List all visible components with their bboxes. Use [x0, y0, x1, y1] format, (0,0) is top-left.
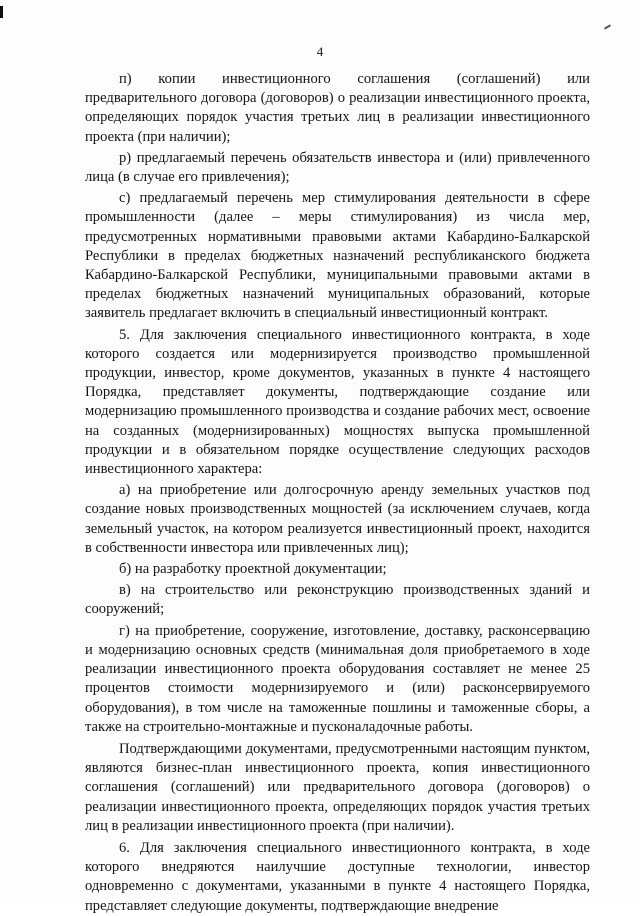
paragraph-supporting-documents: Подтверждающими документами, предусмотренными настоящим пунктом, являются бизнес-план инвестиционного проекта, копия инвестиционного соглашения (соглашений) или предварительного договора (договоров) о реализации инвестиционного проекта, определяющих порядок участия третьих лиц в реализации инвестиционного проекта (при наличии).	[85, 740, 590, 834]
paragraph-item-p: п) копии инвестиционного соглашения (соглашений) или предварительного договора (договоров) о реализации инвестиционного проекта, определяющих порядок участия третьих лиц в реализации инвестиционного проекта (при наличии);	[85, 71, 590, 145]
paragraph-item-b: б) на разработку проектной документации;	[119, 561, 387, 578]
page-number: 4	[316, 44, 324, 59]
scan-artifact-mark	[0, 6, 3, 18]
document-body	[85, 70, 590, 916]
paragraph-item-r: р) предлагаемый перечень обязательств инвестора и (или) привлеченного лица (в случае его привлечения);	[85, 149, 590, 186]
paragraph-item-s: с) предлагаемый перечень мер стимулирования деятельности в сфере промышленности (далее – меры стимулирования) из числа мер, предусмотренных нормативными правовыми актами Кабардино-Балкарской Республики в пределах бюджетных назначений республиканского бюджета Кабардино-Балкарской Республики, муниципальными правовыми актами в пределах бюджетных назначений муниципальных образований, которые заявитель предлагает включить в специальный инвестиционный контракт.	[85, 190, 590, 322]
paragraph-item-g: г) на приобретение, сооружение, изготовление, доставку, расконсервацию и модернизацию основных средств (минимальная доля приобретаемого в ходе реализации инвестиционного проекта оборудования составляет не менее 25 процентов стоимости модернизируемого и (или) расконсервируемого оборудования), в том числе на таможенные пошлины и таможенные сборы, а также на строительно-монтажные и пусконаладочные работы.	[85, 622, 590, 735]
paragraph-item-a: а) на приобретение или долгосрочную аренду земельных участков под создание новых производственных мощностей (за исключением случаев, когда земельный участок, на котором реализуется инвестиционный проект, находится в собственности инвестора или привлеченных лиц);	[85, 482, 590, 556]
scan-artifact-mark	[604, 24, 611, 29]
paragraph-item-v: в) на строительство или реконструкцию производственных зданий и сооружений;	[85, 582, 590, 618]
paragraph-clause-6: 6. Для заключения специального инвестиционного контракта, в ходе которого внедряются наилучшие доступные технологии, инвестор одновременно с документами, указанными в пункте 4 настоящего Порядка, представляет следующие документы, подтверждающие внедрение	[85, 839, 590, 914]
paragraph-clause-5: 5. Для заключения специального инвестиционного контракта, в ходе которого создается или модернизируется производство промышленной продукции, инвестор, кроме документов, указанных в пункте 4 настоящего Порядка, представляет документы, подтверждающие создание или модернизацию промышленного производства и создание рабочих мест, освоение на созданных (модернизированных) мощностях выпуска промышленной продукции и в обязательном порядке осуществление следующих расходов инвестиционного характера:	[85, 326, 590, 478]
